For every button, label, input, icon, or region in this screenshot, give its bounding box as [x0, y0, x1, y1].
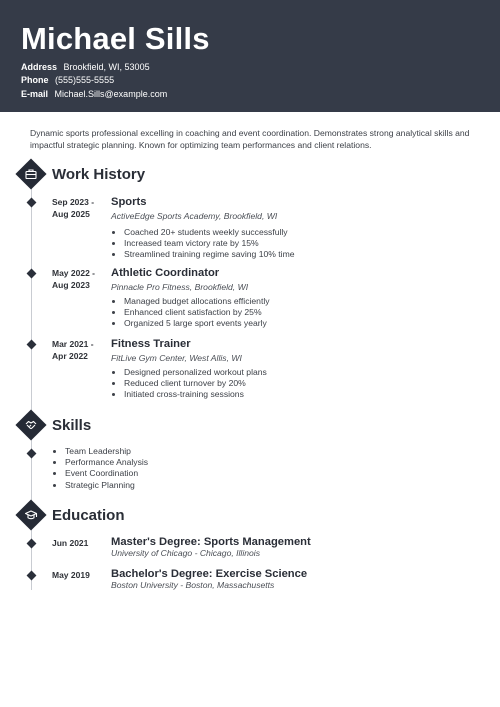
address-value: Brookfield, WI, 53005 — [63, 62, 150, 72]
professional-summary: Dynamic sports professional excelling in coaching and event coordination. Demonstrates strong analytical skills and impactful strategic planning. Known for optimizing team performances and client relations. — [30, 128, 470, 150]
job-company: Pinnacle Pro Fitness, Brookfield, WI — [111, 282, 249, 292]
timeline-marker — [27, 198, 37, 208]
education-title: Education — [52, 507, 125, 524]
job-date-start: Mar 2021 - — [52, 339, 94, 349]
list-item: • Increased team victory rate by 15% — [124, 238, 295, 249]
timeline-marker — [27, 340, 37, 350]
list-item: • Organized 5 large sport events yearly — [124, 318, 270, 329]
email-value[interactable]: Michael.Sills@example.com — [54, 89, 168, 99]
list-item: • Strategic Planning — [65, 480, 148, 491]
list-item: • Streamlined training regime saving 10% time — [124, 249, 295, 260]
job-bullets — [111, 296, 270, 330]
job-date-end: Apr 2022 — [52, 351, 88, 361]
timeline-marker — [27, 449, 37, 459]
timeline-marker — [27, 539, 37, 549]
job-company: FitLive Gym Center, West Allis, WI — [111, 353, 242, 363]
work-history-title: Work History — [52, 166, 146, 183]
job-company: ActiveEdge Sports Academy, Brookfield, WI — [111, 211, 278, 221]
list-item: • Team Leadership — [65, 446, 148, 457]
job-title: Sports — [111, 196, 147, 208]
education-date: Jun 2021 — [52, 538, 89, 548]
email-label: E-mail — [21, 89, 49, 99]
contact-email — [21, 88, 167, 100]
job-date-end: Aug 2025 — [52, 209, 90, 219]
phone-value: (555)555-5555 — [55, 75, 115, 85]
resume-header — [0, 0, 500, 112]
job-bullets — [111, 367, 267, 401]
contact-address — [21, 61, 150, 73]
education-school: Boston University - Boston, Massachusetts — [111, 580, 275, 590]
list-item: • Managed budget allocations efficiently — [124, 296, 270, 307]
list-item: • Designed personalized workout plans — [124, 367, 267, 378]
job-date-start: Sep 2023 - — [52, 197, 95, 207]
timeline-marker — [27, 269, 37, 279]
skills-title: Skills — [52, 417, 92, 434]
list-item: • Enhanced client satisfaction by 25% — [124, 307, 270, 318]
phone-label: Phone — [21, 75, 49, 85]
graduation-cap-icon — [15, 499, 46, 530]
contact-phone — [21, 74, 114, 86]
briefcase-icon — [15, 158, 46, 189]
handshake-icon — [15, 409, 46, 440]
list-item: • Event Coordination — [65, 468, 148, 479]
education-degree: Master's Degree: Sports Management — [111, 536, 311, 548]
job-date-end: Aug 2023 — [52, 280, 90, 290]
education-degree: Bachelor's Degree: Exercise Science — [111, 568, 308, 580]
job-title: Fitness Trainer — [111, 338, 191, 350]
job-date-start: May 2022 - — [52, 268, 95, 278]
list-item: • Reduced client turnover by 20% — [124, 378, 267, 389]
education-date: May 2019 — [52, 570, 90, 580]
address-label: Address — [21, 62, 58, 72]
job-title: Athletic Coordinator — [111, 267, 220, 279]
list-item: • Coached 20+ students weekly successfully — [124, 227, 295, 238]
education-school: University of Chicago - Chicago, Illinois — [111, 548, 261, 558]
list-item: • Performance Analysis — [65, 457, 148, 468]
timeline-marker — [27, 571, 37, 581]
list-item: • Initiated cross-training sessions — [124, 389, 267, 400]
skills-list — [52, 446, 148, 491]
job-bullets — [111, 227, 295, 261]
candidate-name: Michael Sills — [21, 21, 210, 56]
